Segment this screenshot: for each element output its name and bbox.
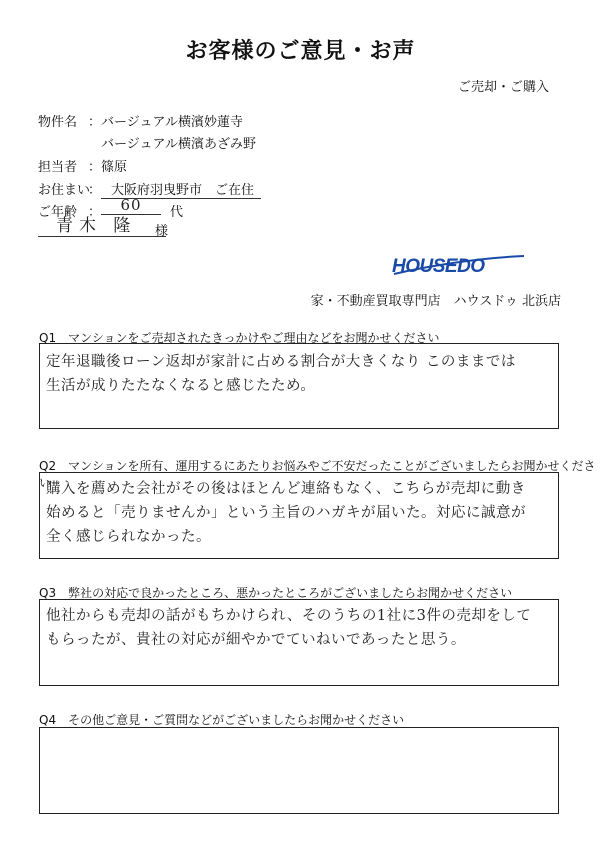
address-colon: ：	[88, 183, 102, 198]
staff-name: 篠原	[101, 160, 128, 175]
age-suffix: 代	[170, 205, 184, 220]
staff-colon: ：	[88, 160, 102, 175]
answer-2-line-3: 全く感じられなかった。	[46, 529, 211, 545]
question-2-label: Q2 マンションを所有、運用するにあたりお悩みやご不安だったことがございましたらお聞かせください	[39, 459, 596, 490]
age-colon: ：	[88, 205, 102, 220]
address-value: 大阪府羽曳野市 ご在住	[101, 179, 261, 199]
customer-name: 青木 隆	[38, 211, 166, 237]
address-label: お住まい	[38, 183, 91, 198]
question-1-label: Q1 マンションをご売却されたきっかけやご理由などをお聞かせください	[39, 331, 440, 345]
property-name-1: バージュアル横濱妙蓮寺	[101, 115, 243, 130]
age-value: 60	[101, 196, 161, 215]
answer-2-line-1: 購入を薦めた会社がその後はほとんど連絡もなく、こちらが売却に動き	[46, 481, 526, 497]
answer-1-line-1: 定年退職後ローン返却が家計に占める割合が大きくなり このままでは	[46, 354, 516, 370]
age-label: ご年齢	[38, 205, 78, 220]
property-name-2: バージュアル横濱あざみ野	[101, 137, 256, 152]
logo-text: HOUSEDO	[392, 256, 485, 277]
answer-box-4	[39, 727, 559, 814]
answer-box-2	[39, 472, 559, 559]
property-label: 物件名	[38, 115, 78, 130]
answer-1-line-2: 生活が成りたたなくなると感じたため。	[46, 378, 316, 394]
page-title: お客様のご意見・お声	[185, 39, 416, 64]
answer-3-line-1: 他社からも売却の話がもちかけられ、そのうちの1社に3件の売却をして	[46, 608, 532, 624]
page-subtitle: ご売却・ご購入	[457, 80, 549, 95]
question-4-label: Q4 その他ご意見・ご質問などがございましたらお聞かせください	[39, 713, 405, 727]
answer-2-line-2: 始めると「売りませんか」という主旨のハガキが届いた。対応に誠意が	[46, 505, 526, 521]
name-suffix: 様	[155, 224, 169, 239]
housedo-logo	[388, 252, 528, 278]
answer-3-line-2: もらったが、貴社の対応が細やかでていねいであったと思う。	[46, 632, 466, 648]
staff-label: 担当者	[38, 160, 78, 175]
question-3-label: Q3 弊社の対応で良かったところ、悪かったところがございましたらお聞かせください	[39, 586, 513, 600]
answer-box-3	[39, 599, 559, 686]
company-name: 家・不動産買取専門店 ハウスドゥ 北浜店	[310, 294, 561, 309]
answer-box-1	[39, 343, 559, 429]
property-colon: ：	[88, 115, 102, 130]
